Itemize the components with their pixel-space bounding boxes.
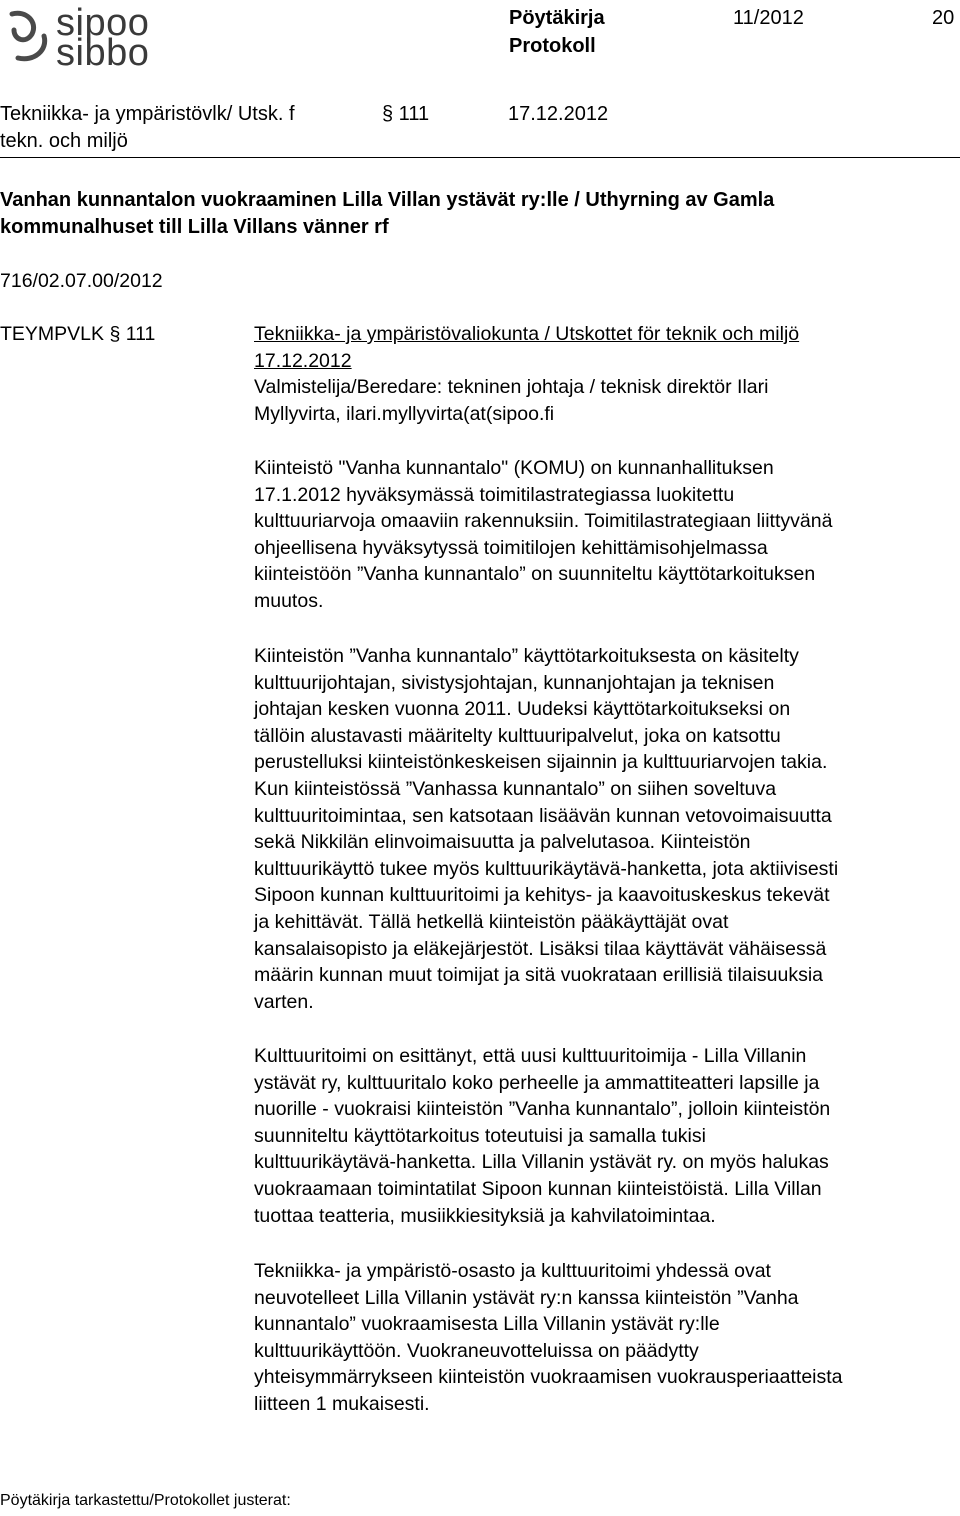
paragraph-line: kiinteistöön ”Vanha kunnantalo” on suunniteltu käyttötarkoituksen [254, 563, 816, 586]
title-line1: Vanhan kunnantalon vuokraaminen Lilla Villan ystävät ry:lle / Uthyrning av Gamla [0, 189, 775, 211]
paragraph-line: Kun kiinteistössä ”Vanhassa kunnantalo” on siihen soveltuva [254, 777, 777, 800]
paragraph-line: tällöin alustavasti määritelty kulttuuripalvelut, joka on katsottu [254, 724, 781, 747]
paragraph-line: ohjeellisena hyväksytyssä toimitilojen kehittämisohjelmassa [254, 536, 768, 559]
paragraph-line: yhteisymmärrykseen kiinteistön vuokraamisen vuokrausperiaatteista [254, 1366, 843, 1389]
paragraph-line: Sipoon kunnan kulttuuritoimi ja kehitys- ja kaavoituskeskus tekevät [254, 884, 830, 907]
paragraph-line: vuokraamaan toimintatilat Sipoon kunnan kiinteistöistä. Lilla Villan [254, 1177, 822, 1200]
paragraph-line: neuvotelleet Lilla Villanin ystävät ry:n kanssa kiinteistön ”Vanha [254, 1286, 799, 1309]
body-name-line2: tekn. och miljö [0, 130, 128, 152]
paragraph-line: 17.1.2012 hyväksymässä toimitilastrategiassa luokitettu [254, 483, 735, 506]
page-number: 20 [932, 7, 955, 29]
paragraph-line: kulttuuriarvoja omaaviin rakennuksiin. Toimitilastrategiaan liittyvänä [254, 510, 833, 533]
protocol-number: 11/2012 [733, 7, 804, 29]
paragraph-line: Tekniikka- ja ympäristö-osasto ja kulttuuritoimi yhdessä ovat [254, 1260, 771, 1282]
logo-text-sibbo: sibbo [56, 32, 150, 74]
paragraph-4 [254, 1258, 954, 1418]
meeting-date: 17.12.2012 [508, 103, 609, 125]
paragraph-line: tuottaa teatteria, musiikkiesityksiä ja kahvilatoimintaa. [254, 1204, 716, 1227]
section-number: § 111 [382, 103, 430, 125]
logo-emblem-icon [8, 8, 52, 64]
paragraph-line: kulttuurikäyttöön. Vuokraneuvotteluissa on päädytty [254, 1339, 699, 1362]
body-name-line1: Tekniikka- ja ympäristövlk/ Utsk. f [0, 103, 295, 125]
preparer-line2: Myllyvirta, ilari.myllyvirta(at(sipoo.fi [254, 402, 555, 425]
committee-name: Tekniikka- ja ympäristövaliokunta / Utskottet för teknik och miljö [254, 323, 800, 345]
paragraph-3 [254, 1043, 954, 1229]
preparer-line1: Valmistelija/Beredare: tekninen johtaja / teknisk direktör Ilari [254, 376, 769, 399]
doc-type-sv: Protokoll [509, 35, 596, 57]
committee-date: 17.12.2012 [254, 349, 352, 372]
paragraph-line: kulttuurikäyttö tukee myös kulttuurikäytävä-hanketta, jota aktiivisesti [254, 857, 839, 880]
paragraph-line: kulttuurijohtajan, sivistysjohtajan, kunnanjohtajan ja teknisen [254, 671, 775, 694]
paragraph-line: Kulttuuritoimi on esittänyt, että uusi kulttuuritoimija - Lilla Villanin [254, 1045, 807, 1067]
title-line2: kommunalhuset till Lilla Villans vänner rf [0, 216, 389, 238]
meeting-label: TEYMPVLK § 111 [0, 323, 156, 345]
paragraph-line: kulttuuritoimintaa, sen katsotaan lisäävän kunnan vetovoimaisuutta [254, 804, 832, 827]
paragraph-line: Kiinteistö "Vanha kunnantalo" (KOMU) on kunnanhallituksen [254, 457, 774, 479]
paragraph-line: ystävät ry, kulttuuritalo koko perheelle ja ammattiteatteri lapsille ja [254, 1071, 820, 1094]
paragraph-line: Kiinteistön ”Vanha kunnantalo” käyttötarkoituksesta on käsitelty [254, 645, 799, 667]
paragraph-2 [254, 643, 954, 1015]
logo-text-sipoo: sipoo [56, 2, 150, 44]
paragraph-line: ja kehittävät. Tällä hetkellä kiinteistön pääkäyttäjät ovat [254, 910, 729, 933]
meeting-info [254, 321, 954, 427]
footer-check-label: Pöytäkirja tarkastettu/Protokollet justerat: [0, 1492, 291, 1509]
paragraph-line: nuorille - vuokraisi kiinteistön ”Vanha kunnantalo”, jolloin kiinteistön [254, 1098, 831, 1121]
paragraph-line: kunnantalo” vuokraamisesta Lilla Villanin ystävät ry:lle [254, 1313, 720, 1336]
paragraph-line: kansalaisopisto ja eläkejärjestöt. Lisäksi tilaa käyttävät vähäisessä [254, 937, 827, 960]
paragraph-1 [254, 455, 954, 615]
paragraph-line: kulttuurikäytävä-hanketta. Lilla Villanin ystävät ry. on myös halukas [254, 1151, 829, 1174]
paragraph-line: liitteen 1 mukaisesti. [254, 1392, 430, 1415]
paragraph-line: sekä Nikkilän elinvoimaisuutta ja palvelutasoa. Kiinteistön [254, 831, 751, 854]
header-divider [0, 157, 960, 158]
paragraph-line: perustelluksi kiinteistönkeskeisen sijainnin ja kulttuuriarvojen takia. [254, 751, 828, 774]
paragraph-line: suunniteltu käyttötarkoitus toteutuisi ja samalla tukisi [254, 1124, 706, 1147]
paragraph-line: johtajan kesken vuonna 2011. Uudeksi käyttötarkoitukseksi on [254, 698, 791, 721]
paragraph-line: muutos. [254, 589, 324, 612]
paragraph-line: määrin kunnan muut toimijat ja sitä vuokrataan erillisiä tilaisuuksia [254, 964, 824, 987]
paragraph-line: varten. [254, 990, 314, 1013]
doc-type-fi: Pöytäkirja [509, 7, 605, 29]
case-number: 716/02.07.00/2012 [0, 270, 163, 292]
